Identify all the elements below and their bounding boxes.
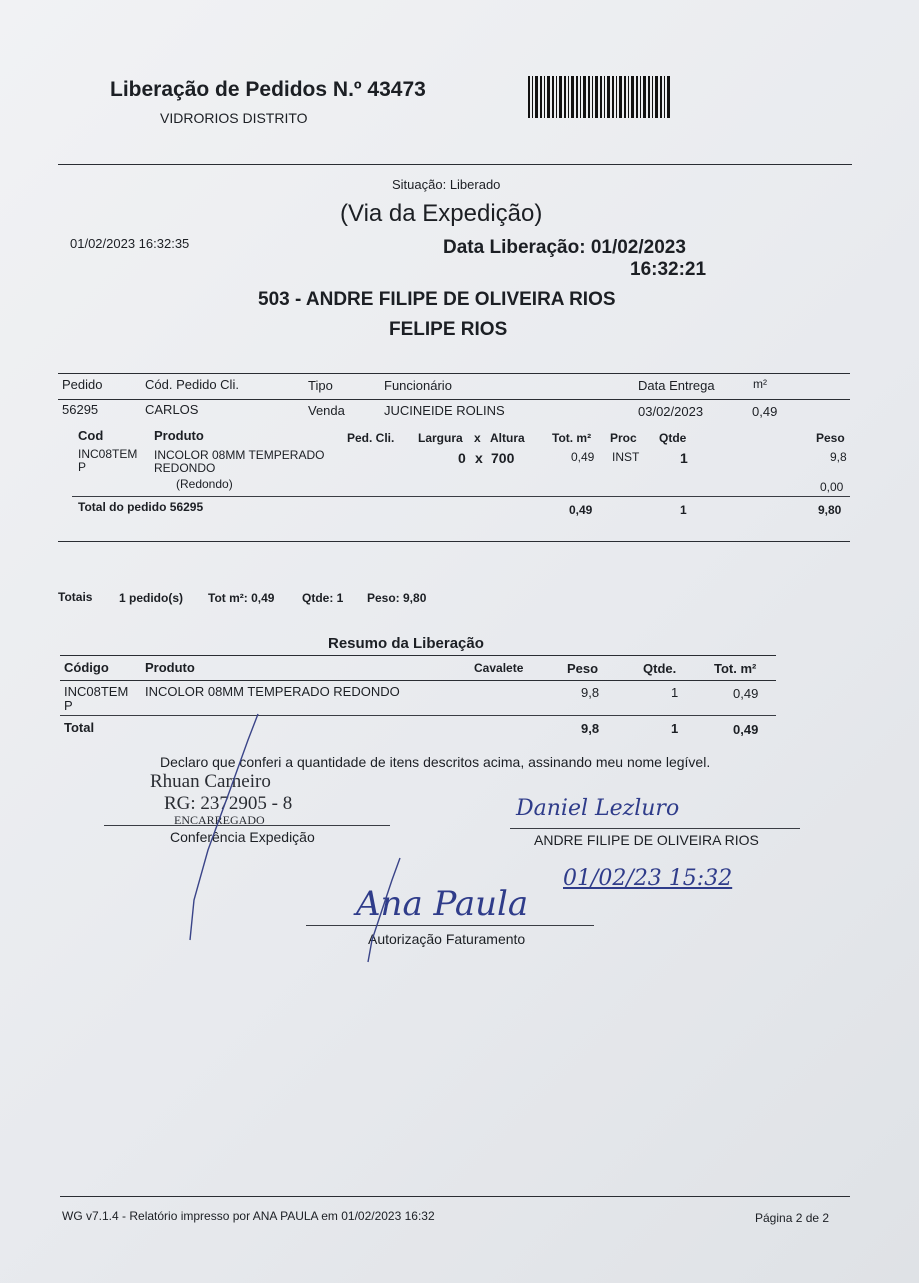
col-header-tipo: Tipo (308, 378, 333, 393)
totals-pedidos: 1 pedido(s) (119, 591, 184, 605)
col-header-pedido: Pedido (62, 377, 103, 392)
items-header-ped-cli: Ped. Cli. (347, 431, 395, 445)
item-produto-line1: INCOLOR 08MM TEMPERADO (154, 448, 325, 462)
release-date: Data Liberação: 01/02/2023 (443, 237, 686, 258)
item-cod-line1: INC08TEM (78, 447, 138, 461)
client-name: 503 - ANDRE FILIPE DE OLIVEIRA RIOS (258, 289, 616, 310)
totals-m2: Tot m²: 0,49 (208, 591, 275, 605)
document-title: Liberação de Pedidos N.º 43473 (110, 78, 426, 101)
items-header-produto: Produto (154, 428, 204, 443)
order-tipo: Venda (308, 403, 345, 418)
item-qtde: 1 (680, 450, 688, 466)
summary-title: Resumo da Liberação (328, 635, 484, 652)
item-peso-extra: 0,00 (820, 480, 844, 494)
item-produto-note: (Redondo) (176, 477, 233, 491)
item-altura: 700 (491, 450, 515, 466)
summary-header-tot-m2: Tot. m² (714, 661, 757, 676)
summary-tot-m2: 0,49 (733, 686, 759, 701)
order-total-peso: 9,80 (818, 503, 842, 517)
summary-header-cavalete: Cavalete (474, 661, 524, 675)
col-header-funcionario: Funcionário (384, 378, 452, 393)
stamp-rg: RG: 2372905 - 8 (164, 793, 293, 814)
client-signature: Daniel Lezluro (516, 796, 680, 821)
summary-codigo-line2: P (64, 698, 73, 713)
summary-produto: INCOLOR 08MM TEMPERADO REDONDO (145, 684, 400, 699)
order-funcionario: JUCINEIDE ROLINS (384, 403, 505, 418)
order-pedido: 56295 (62, 402, 99, 417)
summary-total-tot-m2: 0,49 (733, 722, 759, 737)
footer-page-number: Página 2 de 2 (755, 1211, 830, 1225)
item-produto-line2: REDONDO (154, 461, 216, 475)
summary-codigo-line1: INC08TEM (64, 684, 129, 699)
col-header-data-entrega: Data Entrega (638, 378, 715, 393)
order-cod-cli: CARLOS (145, 402, 199, 417)
item-peso: 9,8 (830, 450, 847, 464)
item-largura: 0 (458, 450, 466, 466)
autorizacao-signature: Ana Paula (356, 884, 529, 924)
items-header-altura: Altura (490, 431, 525, 445)
handwritten-date: 01/02/23 15:32 (563, 866, 733, 891)
summary-header-codigo: Código (64, 660, 109, 675)
client-alias: FELIPE RIOS (389, 319, 508, 340)
summary-header-peso: Peso (567, 661, 599, 676)
company-name: VIDRORIOS DISTRITO (160, 110, 308, 126)
summary-total-peso: 9,8 (581, 721, 600, 736)
autorizacao-label: Autorização Faturamento (368, 931, 526, 947)
conferencia-label: Conferência Expedição (170, 829, 315, 845)
item-x: x (475, 450, 483, 466)
footer-report-info: WG v7.1.4 - Relatório impresso por ANA PAULA em 01/02/2023 16:32 (62, 1209, 435, 1223)
items-header-qtde: Qtde (659, 431, 687, 445)
summary-peso: 9,8 (581, 685, 600, 700)
order-total-label: Total do pedido 56295 (78, 500, 204, 514)
totals-qtde: Qtde: 1 (302, 591, 344, 605)
summary-total-qtde: 1 (671, 721, 679, 736)
items-header-x: x (474, 431, 481, 445)
items-header-tot-m2: Tot. m² (552, 431, 592, 445)
item-cod-line2: P (78, 460, 87, 474)
client-signature-name: ANDRE FILIPE DE OLIVEIRA RIOS (534, 832, 759, 848)
release-time: 16:32:21 (630, 259, 707, 280)
order-total-qtde: 1 (680, 503, 687, 517)
status-label: Situação: Liberado (392, 177, 501, 192)
col-header-cod-pedido-cli: Cód. Pedido Cli. (145, 377, 239, 392)
stamp-role: ENCARREGADO (174, 813, 265, 827)
items-header-peso: Peso (816, 431, 845, 445)
summary-header-qtde: Qtde. (643, 661, 677, 676)
totals-label: Totais (58, 590, 93, 604)
items-header-cod: Cod (78, 428, 104, 443)
item-proc: INST (612, 450, 640, 464)
order-total-m2: 0,49 (569, 503, 593, 517)
order-data-entrega: 03/02/2023 (638, 404, 704, 419)
stamp-name: Rhuan Carneiro (150, 771, 271, 792)
order-m2: 0,49 (752, 404, 778, 419)
items-header-largura: Largura (418, 431, 463, 445)
footer-rule (60, 1196, 850, 1197)
totals-peso: Peso: 9,80 (367, 591, 427, 605)
item-tot-m2: 0,49 (571, 450, 595, 464)
col-header-m2: m² (753, 377, 767, 391)
summary-header-produto: Produto (145, 660, 195, 675)
summary-qtde: 1 (671, 685, 679, 700)
copy-label: (Via da Expedição) (340, 200, 543, 227)
declaration-text: Declaro que conferi a quantidade de itens descritos acima, assinando meu nome legível. (160, 754, 711, 770)
printed-timestamp: 01/02/2023 16:32:35 (70, 236, 190, 251)
items-header-proc: Proc (610, 431, 637, 445)
summary-total-label: Total (64, 720, 95, 735)
